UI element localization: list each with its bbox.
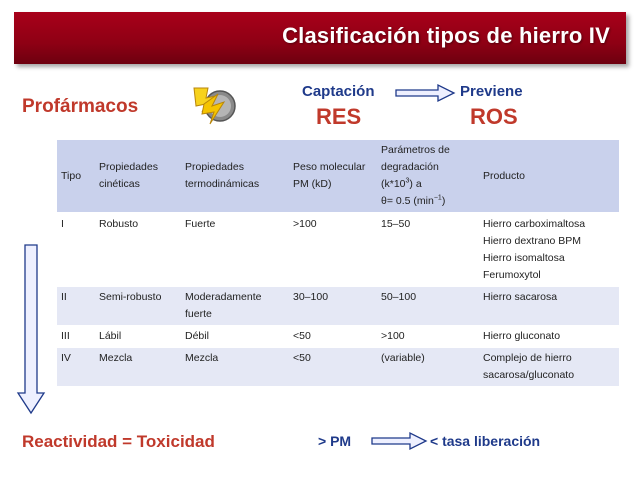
- header-peso: Peso molecular PM (kD): [289, 140, 377, 213]
- tasa-liberacion-label: < tasa liberación: [430, 433, 541, 449]
- arrow-down-icon: [16, 243, 46, 415]
- header-termo: Propiedades termodinámicas: [181, 140, 289, 213]
- lightning-bolt-icon: [190, 82, 238, 130]
- header-tipo: Tipo: [57, 140, 95, 213]
- profarmacos-label: Profármacos: [22, 96, 139, 117]
- table-header-row: [57, 140, 619, 213]
- captacion-label: Captación: [302, 83, 375, 100]
- res-label: RES: [316, 104, 362, 129]
- header-cineticas: Propiedades cinéticas: [95, 140, 181, 213]
- ros-label: ROS: [470, 104, 518, 129]
- product-list: Hierro carboximaltosa Hierro dextrano BPM Hierro isomaltosa Ferumoxytol: [479, 213, 619, 287]
- reactividad-label: Reactividad = Toxicidad: [22, 432, 215, 451]
- arrow-right-icon: [394, 83, 456, 103]
- pm-label: > PM: [318, 433, 352, 449]
- slide-title: Clasificación tipos de hierro IV: [282, 23, 610, 48]
- title-bar: [14, 12, 626, 64]
- table-row: IV Mezcla Mezcla <50 (variable) Complejo de hierro sacarosa/gluconato: [57, 348, 619, 387]
- iron-classification-table: [57, 140, 619, 387]
- table-row: III Lábil Débil <50 >100 Hierro gluconato: [57, 326, 619, 348]
- header-producto: Producto: [479, 140, 619, 213]
- table-row: II Semi-robusto Moderadamente fuerte 30–100 50–100 Hierro sacarosa: [57, 287, 619, 326]
- header-parametros: Parámetros de degradación $(k*10^3)$ a θ= 0.5 $(\min^{-1})$: [377, 140, 479, 213]
- arrow-right-icon: [370, 431, 428, 451]
- previene-label: Previene: [460, 83, 523, 100]
- table-row: I Robusto Fuerte >100 15–50 Hierro carboximaltosa Hierro dextrano BPM Hierro isomaltosa Ferumoxytol: [57, 213, 619, 287]
